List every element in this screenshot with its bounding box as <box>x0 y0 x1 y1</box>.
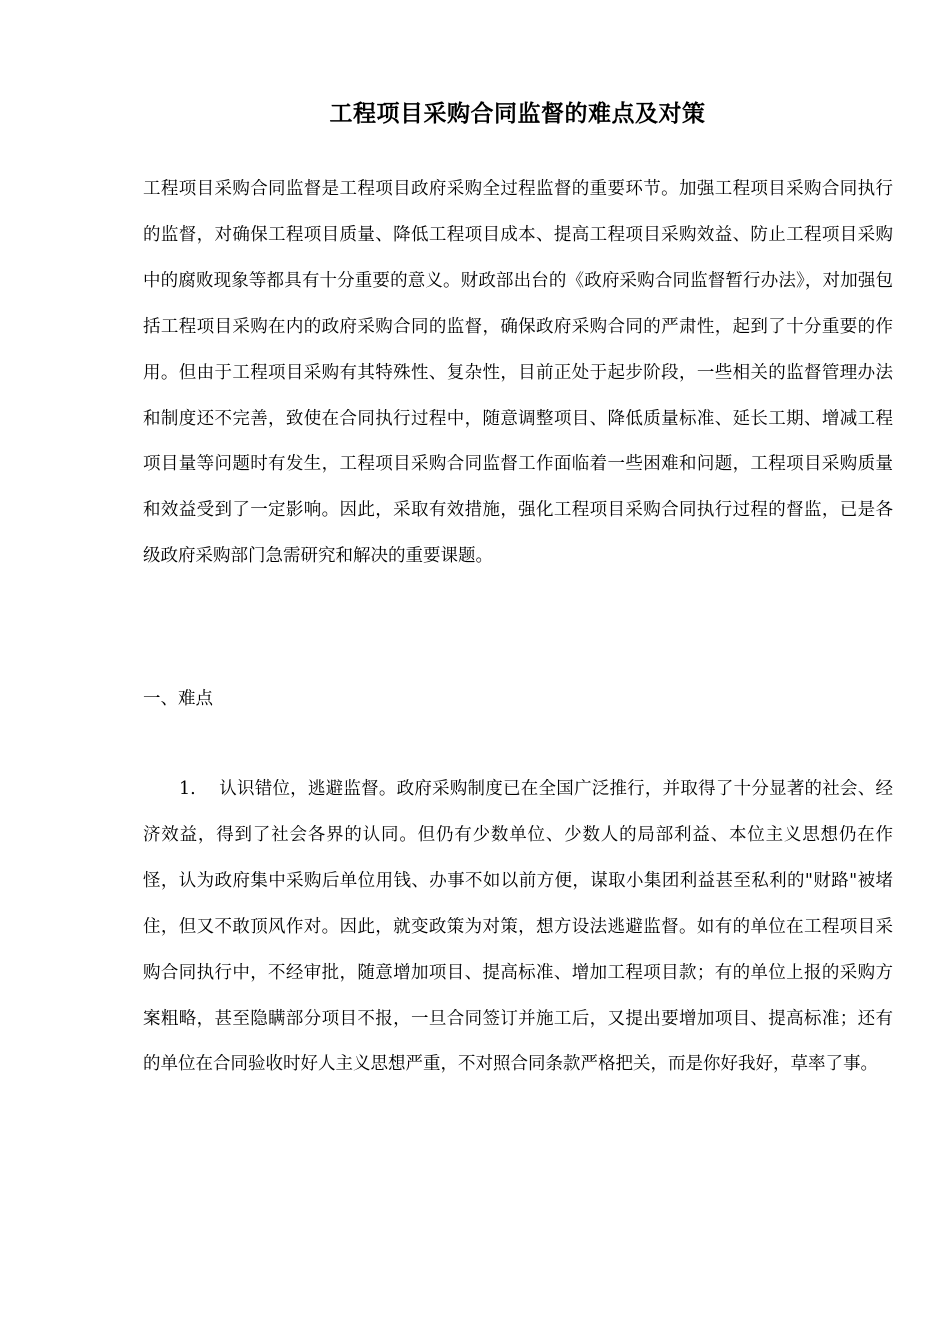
list-item-text: 认识错位，逃避监督。政府采购制度已在全国广泛推行，并取得了十分显著的社会、经济效益，得到了社会各界的认同。但仍有少数单位、少数人的局部利益、本位主义思想仍在作怪，认为政府集中采购后单位用钱、办事不如以前方便，谋取小集团利益甚至私利的"财路"被堵住，但又不敢顶风作对。因此，就变政策为对策，想方设法逃避监督。如有的单位在工程项目采购合同执行中，不经审批，随意增加项目、提高标准、增加工程项目款；有的单位上报的采购方案粗略，甚至隐瞒部分项目不报，一旦合同签订并施工后，又提出要增加项目、提高标准；还有的单位在合同验收时好人主义思想严重，不对照合同条款严格把关，而是你好我好，草率了事。 <box>143 779 893 1075</box>
section-heading: 一、难点 <box>143 689 213 709</box>
intro-paragraph: 工程项目采购合同监督是工程项目政府采购全过程监督的重要环节。加强工程项目采购合同执行的监督，对确保工程项目质量、降低工程项目成本、提高工程项目采购效益、防止工程项目采购中的腐败现象等都具有十分重要的意义。财政部出台的《政府采购合同监督暂行办法》，对加强包括工程项目采购在内的政府采购合同的监督，确保政府采购合同的严肃性，起到了十分重要的作用。但由于工程项目采购有其特殊性、复杂性，目前正处于起步阶段，一些相关的监督管理办法和制度还不完善，致使在合同执行过程中，随意调整项目、降低质量标准、延长工期、增减工程项目量等问题时有发生，工程项目采购合同监督工作面临着一些困难和问题，工程项目采购质量和效益受到了一定影响。因此，采取有效措施，强化工程项目采购合同执行过程的督监，已是各级政府采购部门急需研究和解决的重要课题。 <box>143 179 893 567</box>
document-title: 工程项目采购合同监督的难点及对策 <box>329 101 706 128</box>
list-item-number: 1. <box>179 779 196 799</box>
list-item <box>143 767 893 1088</box>
